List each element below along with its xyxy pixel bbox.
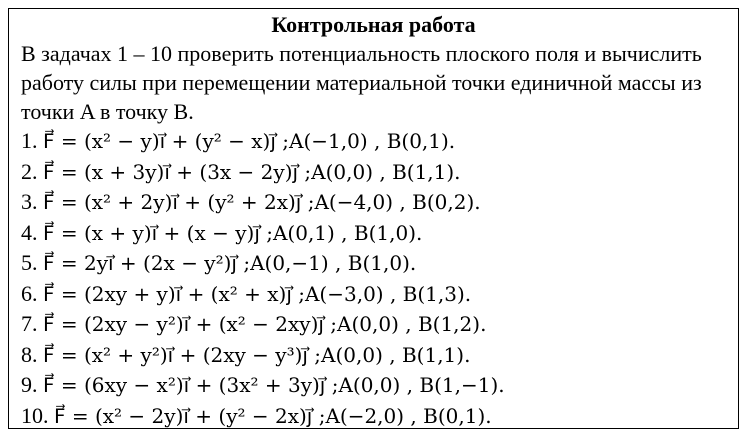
task-formula: F⃗ = (x² + y²)i⃗ + (2xy − y³)j⃗ ;A(0,0) , B(1,1).: [43, 342, 471, 367]
task-formula: F⃗ = (2xy + y)i⃗ + (x² + x)j⃗ ;A(−3,0) , B(1,3).: [43, 281, 472, 306]
document-title: Контрольная работа: [271, 12, 476, 37]
task-formula: F⃗ = (2xy − y²)i⃗ + (x² − 2xy)j⃗ ;A(0,0) , B(1,2).: [43, 312, 487, 336]
task-instructions: В задачах 1 – 10 проверить потенциальность плоского поля и вычислить работу силы при перемещении материальной точки единичной массы из точки A в точку B.: [21, 41, 702, 124]
task-item-2: [21, 157, 731, 188]
task-item-8: [21, 340, 731, 371]
task-number: 9.: [21, 372, 38, 397]
document-frame: [8, 8, 739, 429]
task-item-6: [21, 279, 731, 310]
task-item-3: [21, 187, 731, 218]
task-number: 1.: [21, 128, 38, 153]
task-formula: F⃗ = (x² + 2y)i⃗ + (y² + 2x)j⃗ ;A(−4,0) , B(0,2).: [43, 190, 481, 214]
task-number: 7.: [21, 311, 38, 336]
task-number: 4.: [21, 219, 38, 245]
task-formula: F⃗ = 2yi⃗ + (2x − y²)j⃗ ;A(0,−1) , B(1,0).: [43, 251, 417, 275]
task-number: 10.: [21, 402, 49, 428]
task-item-9: [21, 370, 731, 401]
task-number: 6.: [21, 280, 38, 306]
task-item-1: [21, 126, 731, 157]
task-formula: F⃗ = (x + y)i⃗ + (x − y)j⃗ ;A(0,1) , B(1,0).: [43, 220, 423, 245]
task-number: 5.: [21, 250, 38, 275]
task-formula: F⃗ = (x² − 2y)i⃗ + (y² − 2x)j⃗ ;A(−2,0) , B(0,1).: [54, 403, 492, 428]
task-list: [21, 126, 731, 431]
task-formula: F⃗ = (x² − y)i⃗ + (y² − x)j⃗ ;A(−1,0) , B(0,1).: [43, 129, 456, 153]
task-item-4: [21, 218, 731, 249]
task-item-10: [21, 401, 731, 432]
task-item-5: [21, 248, 731, 279]
task-item-7: [21, 309, 731, 340]
task-number: 2.: [21, 158, 38, 184]
task-formula: F⃗ = (x + 3y)i⃗ + (3x − 2y)j⃗ ;A(0,0) , B(1,1).: [43, 159, 461, 184]
task-formula: F⃗ = (6xy − x²)i⃗ + (3x² + 3y)j⃗ ;A(0,0) , B(1,−1).: [43, 373, 505, 397]
task-number: 3.: [21, 189, 38, 214]
task-number: 8.: [21, 341, 38, 367]
